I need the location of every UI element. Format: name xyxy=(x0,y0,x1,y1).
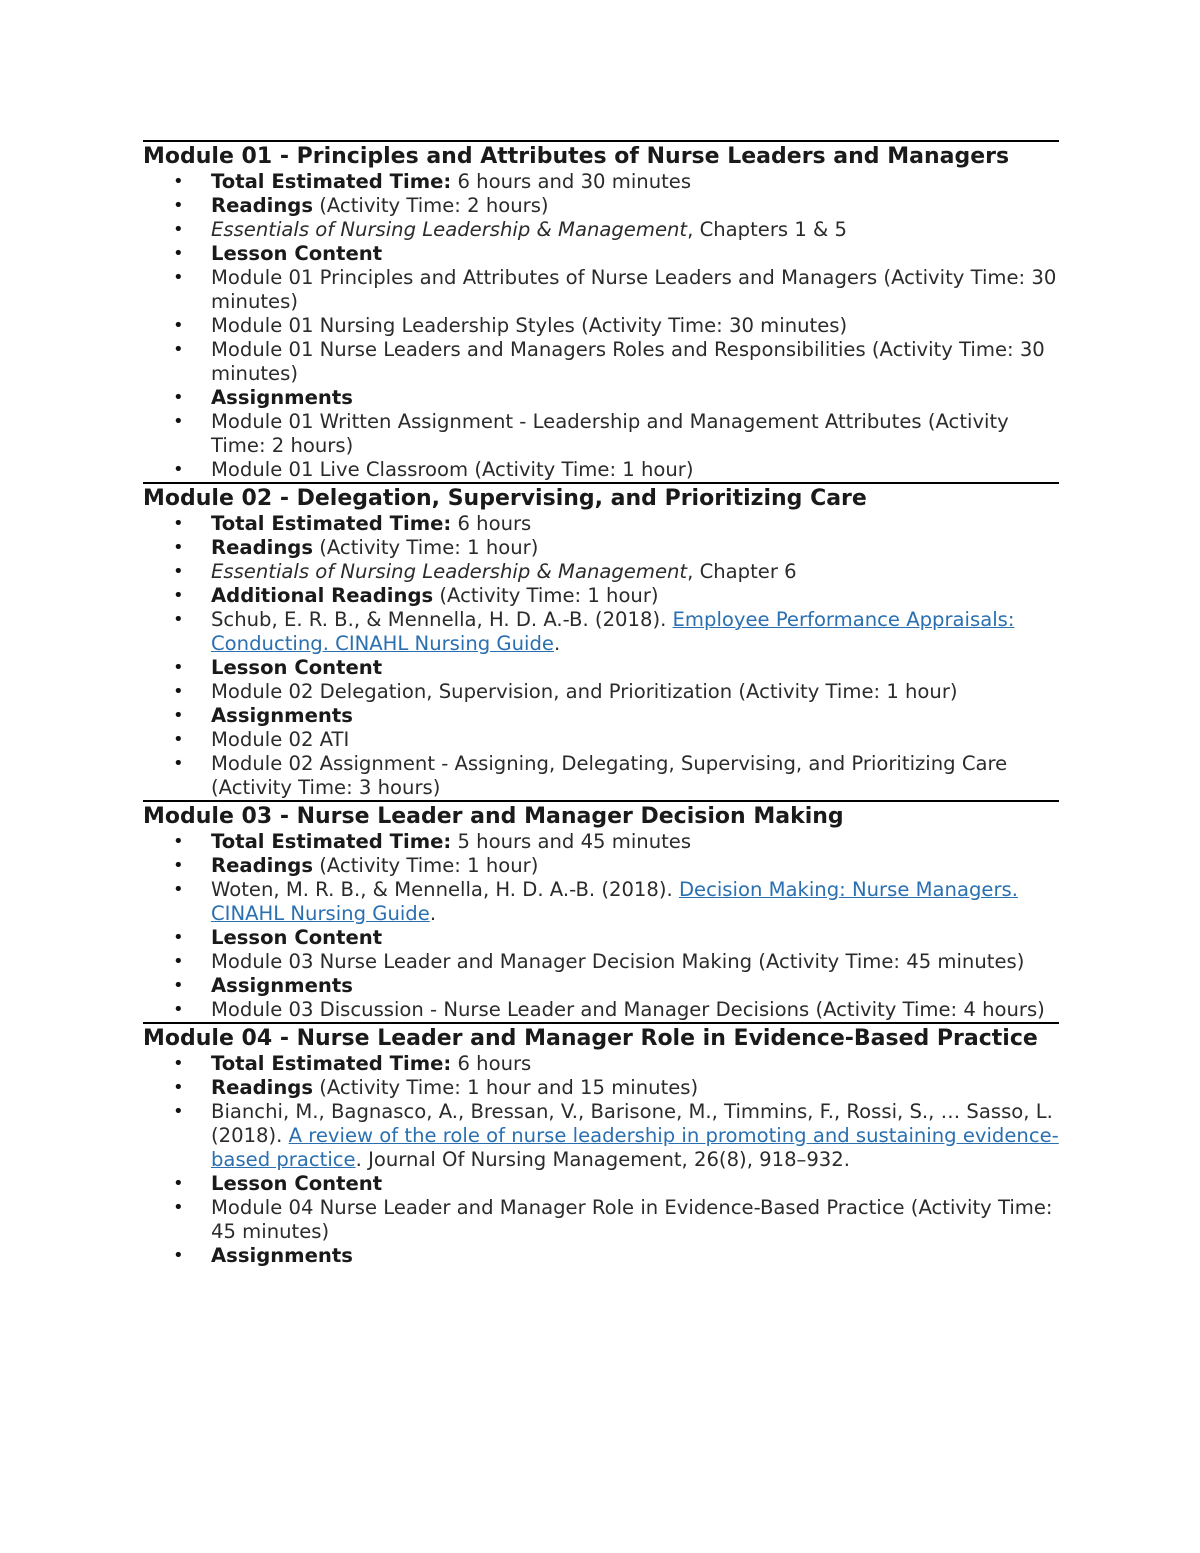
bullet-icon: • xyxy=(173,585,184,606)
bullet-icon: • xyxy=(173,267,184,288)
list-item xyxy=(143,560,1059,584)
bullet-icon: • xyxy=(173,387,184,408)
module-section xyxy=(143,1022,1059,1268)
bullet-icon: • xyxy=(173,1245,184,1266)
bullet-icon: • xyxy=(173,1077,184,1098)
bullet-icon: • xyxy=(173,999,184,1020)
list-item xyxy=(143,704,1059,728)
bullet-icon: • xyxy=(173,1197,184,1218)
list-item xyxy=(143,656,1059,680)
bullet-icon: • xyxy=(173,513,184,534)
bullet-icon: • xyxy=(173,1173,184,1194)
list-item xyxy=(143,338,1059,386)
module-title: Module 02 - Delegation, Supervising, and Prioritizing Care xyxy=(143,486,867,511)
reference-link[interactable]: A review of the role of nurse leadership in promoting and sustaining evidence-based practice xyxy=(211,1124,1059,1171)
bullet-icon: • xyxy=(173,657,184,678)
list-item xyxy=(143,926,1059,950)
list-item xyxy=(143,410,1059,458)
item-text: Module 03 Discussion - Nurse Leader and Manager Decisions (Activity Time: 4 hours) xyxy=(211,998,1045,1021)
list-item xyxy=(143,458,1059,482)
item-text: Module 01 Written Assignment - Leadership and Management Attributes (Activity Time: 2 hours) xyxy=(211,410,1009,457)
list-item xyxy=(143,608,1059,656)
item-heading: Total Estimated Time: xyxy=(211,830,452,853)
list-item xyxy=(143,1196,1059,1244)
module-item-list xyxy=(143,170,1059,482)
list-item xyxy=(143,218,1059,242)
item-heading: Assignments xyxy=(211,1244,353,1267)
list-item xyxy=(143,512,1059,536)
item-text: , Chapter 6 xyxy=(687,560,797,583)
bullet-icon: • xyxy=(173,1101,184,1122)
bullet-icon: • xyxy=(173,243,184,264)
bullet-icon: • xyxy=(173,831,184,852)
bullet-icon: • xyxy=(173,927,184,948)
item-text: 5 hours and 45 minutes xyxy=(451,830,692,853)
list-item xyxy=(143,1100,1059,1172)
item-heading: Total Estimated Time: xyxy=(211,512,452,535)
list-item xyxy=(143,752,1059,800)
list-item xyxy=(143,1076,1059,1100)
item-heading: Assignments xyxy=(211,704,353,727)
item-text: (Activity Time: 1 hour and 15 minutes) xyxy=(312,1076,699,1099)
bullet-icon: • xyxy=(173,609,184,630)
item-text: Schub, E. R. B., & Mennella, H. D. A.-B. (2018). xyxy=(211,608,673,631)
list-item xyxy=(143,386,1059,410)
list-item xyxy=(143,170,1059,194)
list-item xyxy=(143,830,1059,854)
module-section xyxy=(143,482,1059,800)
item-heading: Additional Readings xyxy=(211,584,434,607)
item-text: (Activity Time: 1 hour) xyxy=(312,854,539,877)
item-text: Woten, M. R. B., & Mennella, H. D. A.-B. (2018). xyxy=(211,878,679,901)
reference-link[interactable]: Employee Performance Appraisals: Conducting. CINAHL Nursing Guide xyxy=(211,608,1015,655)
item-text: . xyxy=(429,902,437,925)
bullet-icon: • xyxy=(173,411,184,432)
item-heading: Total Estimated Time: xyxy=(211,1052,452,1075)
item-text: . xyxy=(553,632,561,655)
item-text: . Journal Of Nursing Management, 26(8), 918–932. xyxy=(355,1148,850,1171)
item-text: Module 04 Nurse Leader and Manager Role in Evidence-Based Practice (Activity Time: 45 minutes) xyxy=(211,1196,1053,1243)
list-item xyxy=(143,584,1059,608)
book-title: Essentials of Nursing Leadership & Management xyxy=(211,560,688,583)
item-text: Module 01 Principles and Attributes of Nurse Leaders and Managers (Activity Time: 30 minutes) xyxy=(211,266,1057,313)
bullet-icon: • xyxy=(173,459,184,480)
bullet-icon: • xyxy=(173,855,184,876)
bullet-icon: • xyxy=(173,753,184,774)
item-text: Bianchi, M., Bagnasco, A., Bressan, V., Barisone, M., Timmins, F., Rossi, S., … Sasso, L. (2018). xyxy=(211,1100,1053,1147)
list-item xyxy=(143,1172,1059,1196)
item-heading: Lesson Content xyxy=(211,926,383,949)
item-text: Module 01 Nurse Leaders and Managers Roles and Responsibilities (Activity Time: 30 minutes) xyxy=(211,338,1045,385)
list-item xyxy=(143,314,1059,338)
item-heading: Readings xyxy=(211,854,313,877)
bullet-icon: • xyxy=(173,1053,184,1074)
list-item xyxy=(143,242,1059,266)
module-title: Module 04 - Nurse Leader and Manager Role in Evidence-Based Practice xyxy=(143,1026,1038,1051)
item-text: , Chapters 1 & 5 xyxy=(687,218,848,241)
list-item xyxy=(143,854,1059,878)
module-item-list xyxy=(143,830,1059,1022)
item-heading: Assignments xyxy=(211,974,353,997)
bullet-icon: • xyxy=(173,681,184,702)
item-heading: Readings xyxy=(211,194,313,217)
reference-link[interactable]: Decision Making: Nurse Managers. CINAHL Nursing Guide xyxy=(211,878,1018,925)
module-item-list xyxy=(143,1052,1059,1268)
module-section xyxy=(143,800,1059,1022)
item-text: 6 hours xyxy=(451,1052,532,1075)
list-item xyxy=(143,1052,1059,1076)
module-item-list xyxy=(143,512,1059,800)
bullet-icon: • xyxy=(173,729,184,750)
item-text: Module 02 Assignment - Assigning, Delegating, Supervising, and Prioritizing Care (Activity Time: 3 hours) xyxy=(211,752,1008,799)
module-section xyxy=(143,140,1059,482)
book-title: Essentials of Nursing Leadership & Management xyxy=(211,218,688,241)
module-title: Module 03 - Nurse Leader and Manager Decision Making xyxy=(143,804,844,829)
list-item xyxy=(143,878,1059,926)
list-item xyxy=(143,680,1059,704)
bullet-icon: • xyxy=(173,339,184,360)
bullet-icon: • xyxy=(173,975,184,996)
bullet-icon: • xyxy=(173,951,184,972)
item-text: 6 hours and 30 minutes xyxy=(451,170,692,193)
bullet-icon: • xyxy=(173,537,184,558)
item-heading: Readings xyxy=(211,1076,313,1099)
list-item xyxy=(143,974,1059,998)
list-item xyxy=(143,998,1059,1022)
item-text: Module 03 Nurse Leader and Manager Decision Making (Activity Time: 45 minutes) xyxy=(211,950,1025,973)
list-item xyxy=(143,536,1059,560)
item-heading: Lesson Content xyxy=(211,1172,383,1195)
item-text: (Activity Time: 1 hour) xyxy=(312,536,539,559)
module-title: Module 01 - Principles and Attributes of Nurse Leaders and Managers xyxy=(143,144,1010,169)
item-text: Module 02 ATI xyxy=(211,728,350,751)
bullet-icon: • xyxy=(173,561,184,582)
list-item xyxy=(143,950,1059,974)
list-item xyxy=(143,728,1059,752)
list-item xyxy=(143,266,1059,314)
bullet-icon: • xyxy=(173,879,184,900)
item-text: Module 01 Nursing Leadership Styles (Activity Time: 30 minutes) xyxy=(211,314,848,337)
item-heading: Readings xyxy=(211,536,313,559)
item-heading: Assignments xyxy=(211,386,353,409)
bullet-icon: • xyxy=(173,705,184,726)
item-heading: Lesson Content xyxy=(211,656,383,679)
item-text: Module 02 Delegation, Supervision, and Prioritization (Activity Time: 1 hour) xyxy=(211,680,958,703)
item-heading: Lesson Content xyxy=(211,242,383,265)
item-text: (Activity Time: 2 hours) xyxy=(312,194,549,217)
list-item xyxy=(143,194,1059,218)
bullet-icon: • xyxy=(173,171,184,192)
bullet-icon: • xyxy=(173,219,184,240)
item-heading: Total Estimated Time: xyxy=(211,170,452,193)
list-item xyxy=(143,1244,1059,1268)
bullet-icon: • xyxy=(173,315,184,336)
item-text: Module 01 Live Classroom (Activity Time: 1 hour) xyxy=(211,458,694,481)
item-text: 6 hours xyxy=(451,512,532,535)
bullet-icon: • xyxy=(173,195,184,216)
item-text: (Activity Time: 1 hour) xyxy=(433,584,659,607)
document-content xyxy=(143,140,1059,1268)
